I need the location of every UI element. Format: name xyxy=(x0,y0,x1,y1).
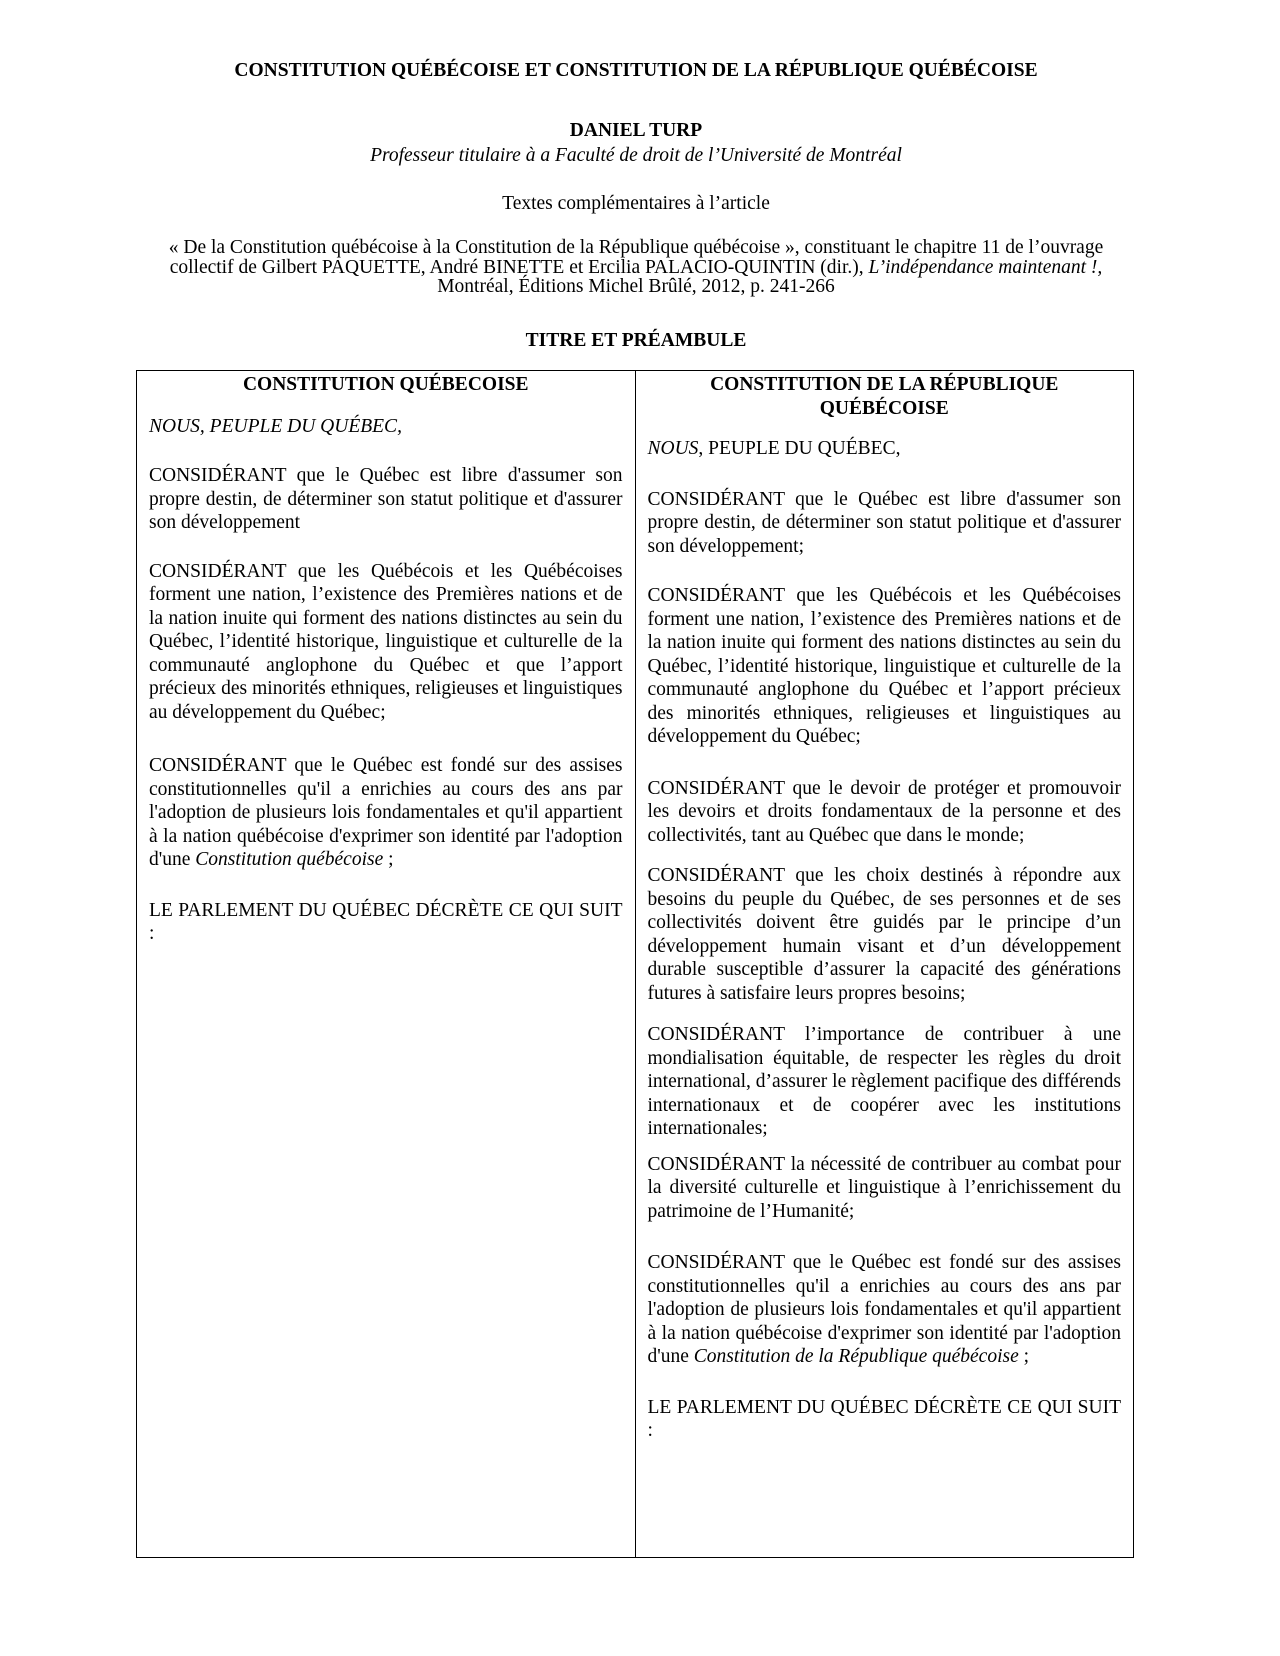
left-intro: NOUS, PEUPLE DU QUÉBEC, xyxy=(149,415,402,437)
citation-book-title: L’indépendance maintenant !, xyxy=(868,256,1103,278)
author-affiliation: Professeur titulaire à a Faculté de droit de l’Université de Montréal xyxy=(370,145,902,166)
right-paragraph-1: CONSIDÉRANT que le Québec est libre d'assumer son propre destin, de déterminer son statut politique et d'assurer son développement; xyxy=(647,488,1121,557)
right-paragraph-6: CONSIDÉRANT la nécessité de contribuer au combat pour la diversité culturelle et linguistique à l’enrichissement du patrimoine de l’Humanité; xyxy=(647,1153,1121,1222)
right-paragraph-7-italic: Constitution de la République québécoise xyxy=(693,1346,1019,1367)
right-paragraph-7-start: CONSIDÉRANT que le Québec est fondé sur des assises constitutionnelles qu'il a enrichies au cours des ans par l'adoption de plusieurs lois fondamentales et qu'il appartient à la nation québécoise d'exprimer son identité par l'adoption d'une xyxy=(647,1252,1121,1367)
left-paragraph-3 xyxy=(149,754,623,872)
right-paragraph-4: CONSIDÉRANT que les choix destinés à répondre aux besoins du peuple du Québec, de ses personnes et de ses collectivités doivent être guidés par le principe d’un développement humain visant et d’un développement durable susceptible d’assurer la capacité des générations futures à satisfaire leurs propres besoins; xyxy=(647,865,1121,1004)
comparison-table xyxy=(136,370,1134,1558)
left-column xyxy=(137,371,636,1558)
citation-part2: Montréal, Éditions Michel Brûlé, 2012, p. 241-266 xyxy=(437,276,835,297)
right-heading-line1: CONSTITUTION DE LA RÉPUBLIQUE xyxy=(710,374,1059,395)
right-closing: LE PARLEMENT DU QUÉBEC DÉCRÈTE CE QUI SUIT : xyxy=(647,1396,1121,1441)
citation xyxy=(136,238,1136,297)
right-paragraph-5: CONSIDÉRANT l’importance de contribuer à une mondialisation équitable, de respecter les règles du droit international, d’assurer le règlement pacifique des différends internationaux et de coopérer avec les institutions internationales; xyxy=(647,1024,1121,1139)
document-title: CONSTITUTION QUÉBÉCOISE ET CONSTITUTION DE LA RÉPUBLIQUE QUÉBÉCOISE xyxy=(234,60,1038,81)
section-title: TITRE ET PRÉAMBULE xyxy=(525,330,747,351)
right-heading-line2: QUÉBÉCOISE xyxy=(819,397,949,419)
right-paragraph-2: CONSIDÉRANT que les Québécois et les Québécoises forment une nation, l’existence des Premières nations et de la nation inuite qui forment des nations distinctes au sein du Québec, l’identité historique, linguistique et culturelle de la communauté anglophone du Québec et l’apport précieux des minorités ethniques, religieuses et linguistiques au développement du Québec; xyxy=(647,585,1121,747)
left-closing: LE PARLEMENT DU QUÉBEC DÉCRÈTE CE QUI SUIT : xyxy=(149,899,623,944)
document-subtitle: Textes complémentaires à l’article xyxy=(502,193,770,214)
right-intro xyxy=(648,437,1122,461)
right-paragraph-7 xyxy=(648,1251,1122,1369)
left-paragraph-3-italic: Constitution québécoise xyxy=(195,849,384,870)
right-column-heading xyxy=(648,373,1122,420)
left-paragraph-2: CONSIDÉRANT que les Québécois et les Québécoises forment une nation, l’existence des Premières nations et de la nation inuite qui forment des nations distinctes au sein du Québec, l’identité historique, linguistique et culturelle de la communauté anglophone du Québec et que l’apport précieux des minorités ethniques, religieuses et linguistiques au développement du Québec; xyxy=(149,560,623,723)
citation-part1: « De la Constitution québécoise à la Constitution de la République québécoise », constituant le chapitre 11 de l’ouvrage collectif de Gilbert PAQUETTE, André BINETTE et Ercilia PALACIO-QUINTIN (dir.), xyxy=(168,237,1104,278)
right-paragraph-7-end: ; xyxy=(1018,1346,1030,1367)
right-paragraph-3: CONSIDÉRANT que le devoir de protéger et promouvoir les devoirs et droits fondamentaux de la personne et des collectivités, tant au Québec que dans le monde; xyxy=(647,777,1121,846)
left-paragraph-1: CONSIDÉRANT que le Québec est libre d'assumer son propre destin, de déterminer son statut politique et d'assurer son développement xyxy=(149,465,623,533)
left-paragraph-3-end: ; xyxy=(383,849,394,870)
right-intro-italic: NOUS xyxy=(647,438,699,459)
left-column-heading: CONSTITUTION QUÉBECOISE xyxy=(242,374,529,395)
author-name: DANIEL TURP xyxy=(569,120,703,141)
right-intro-rest: , PEUPLE DU QUÉBEC, xyxy=(698,438,901,459)
table-row xyxy=(137,371,1134,1558)
left-paragraph-3-start: CONSIDÉRANT que le Québec est fondé sur des assises constitutionnelles qu'il a enrichies au cours des ans par l'adoption de plusieurs lois fondamentales et qu'il appartient à la nation québécoise d'exprimer son identité par l'adoption d'une xyxy=(149,755,623,870)
right-column xyxy=(635,371,1134,1558)
